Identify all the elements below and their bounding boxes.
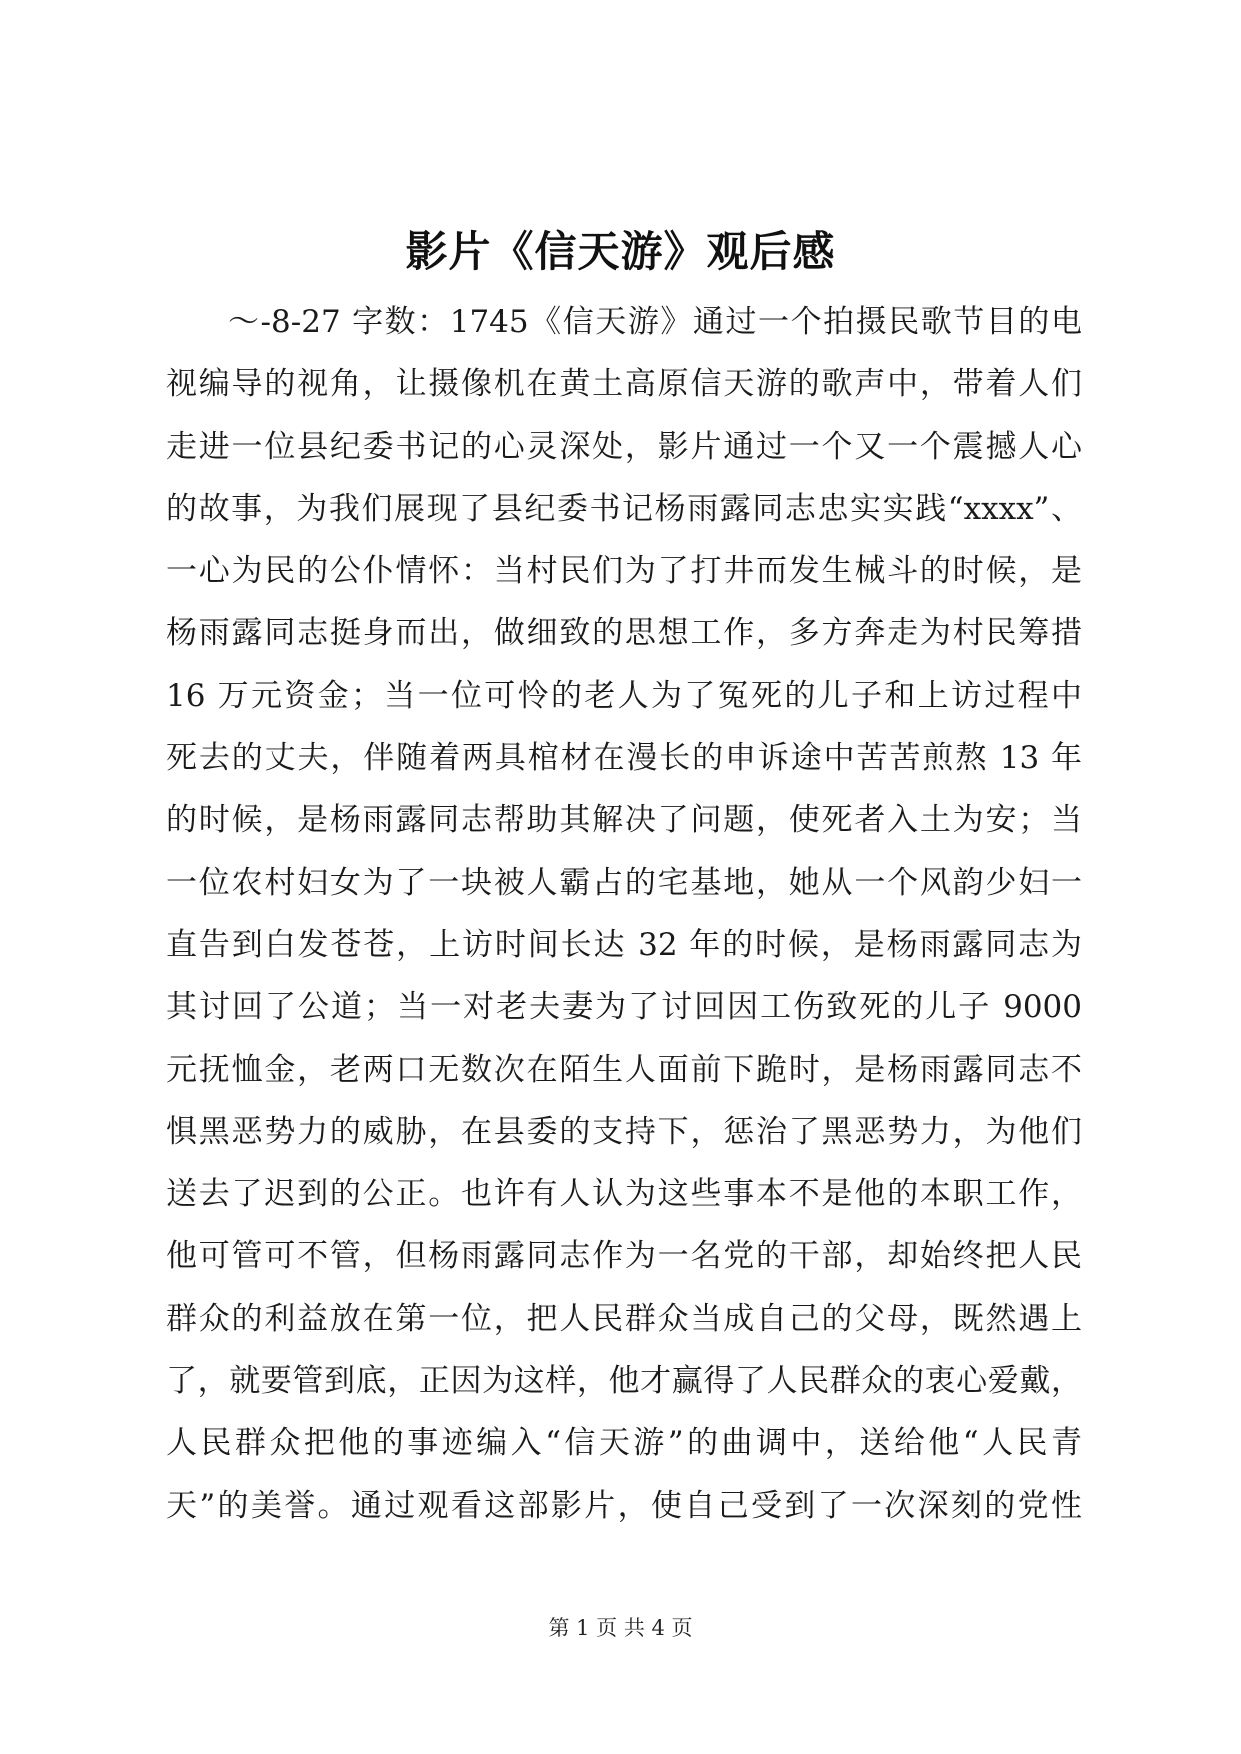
text-line: 16 万元资金；当一位可怜的老人为了冤死的儿子和上访过程中 <box>166 677 1082 714</box>
text-line: 视编导的视角，让摄像机在黄土高原信天游的歌声中，带着人们 <box>166 366 1082 403</box>
text-line: 人民群众把他的事迹编入“信天游”的曲调中，送给他“人民青 <box>166 1425 1082 1462</box>
page-footer: 第 1 页 共 4 页 <box>548 1616 693 1640</box>
text-line: 杨雨露同志挺身而出，做细致的思想工作，多方奔走为村民筹措 <box>166 615 1082 652</box>
text-line: 元抚恤金，老两口无数次在陌生人面前下跪时，是杨雨露同志不 <box>166 1051 1082 1088</box>
document-title: 影片《信天游》观后感 <box>405 227 836 276</box>
text-line: 群众的利益放在第一位，把人民群众当成自己的父母，既然遇上 <box>166 1300 1082 1337</box>
text-line: 一位农村妇女为了一块被人霸占的宅基地，她从一个风韵少妇一 <box>166 864 1082 901</box>
text-line: 惧黑恶势力的威胁，在县委的支持下，惩治了黑恶势力，为他们 <box>166 1113 1082 1150</box>
text-line: 其讨回了公道；当一对老夫妻为了讨回因工伤致死的儿子 9000 <box>166 989 1082 1026</box>
text-line: 一心为民的公仆情怀：当村民们为了打井而发生械斗的时候，是 <box>166 553 1082 590</box>
text-line: 送去了迟到的公正。也许有人认为这些事本不是他的本职工作， <box>166 1176 1082 1213</box>
text-line: 的故事，为我们展现了县纪委书记杨雨露同志忠实实践“xxxx”、 <box>166 490 1082 527</box>
text-line: 死去的丈夫，伴随着两具棺材在漫长的申诉途中苦苦煎熬 13 年 <box>166 740 1082 777</box>
text-line: 走进一位县纪委书记的心灵深处，影片通过一个又一个震撼人心 <box>166 428 1082 465</box>
text-line: 直告到白发苍苍，上访时间长达 32 年的时候，是杨雨露同志为 <box>166 926 1082 963</box>
body-text <box>166 291 1082 1537</box>
text-line: 天”的美誉。通过观看这部影片，使自己受到了一次深刻的党性 <box>166 1487 1082 1524</box>
text-line: 的时候，是杨雨露同志帮助其解决了问题，使死者入土为安；当 <box>166 802 1082 839</box>
text-line: 他可管可不管，但杨雨露同志作为一名党的干部，却始终把人民 <box>166 1238 1082 1275</box>
text-line: 了，就要管到底，正因为这样，他才赢得了人民群众的衷心爱戴， <box>166 1363 1082 1400</box>
text-line: ～-8-27 字数：1745《信天游》通过一个拍摄民歌节目的电 <box>228 304 1082 340</box>
